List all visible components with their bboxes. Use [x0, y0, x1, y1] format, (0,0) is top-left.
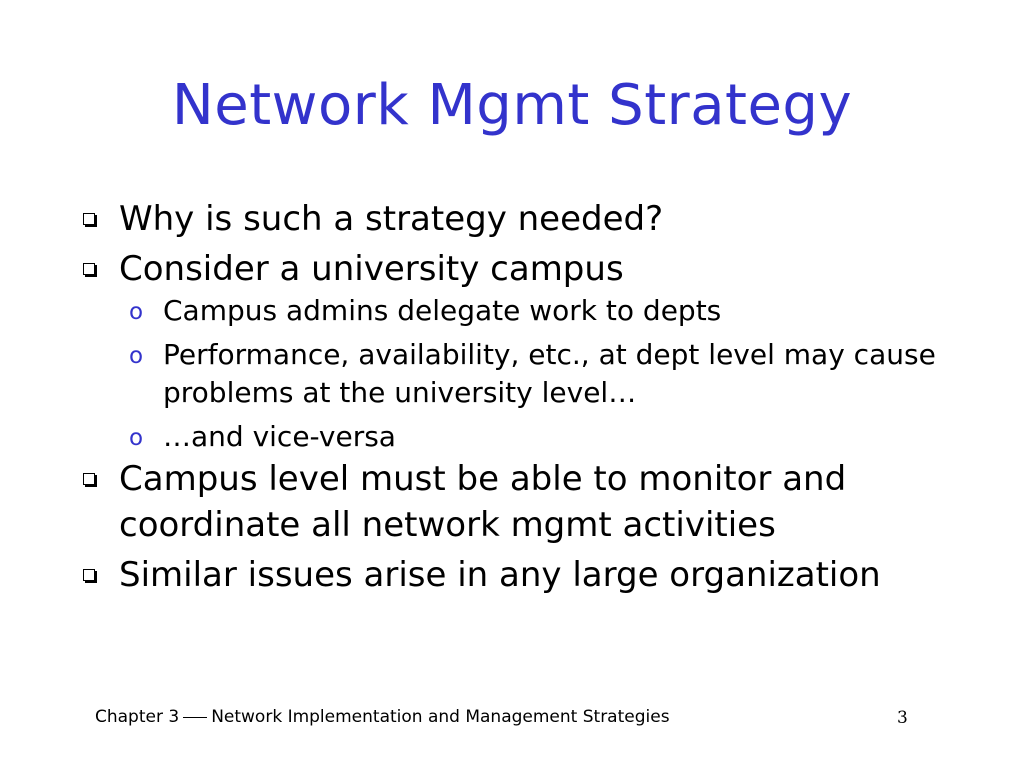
em-dash-divider	[183, 717, 207, 718]
sub-bullet-item	[78, 292, 978, 330]
sub-bullet-marker: o	[129, 343, 144, 369]
sub-bullet-text: Campus admins delegate work to depts	[163, 294, 722, 327]
bullet-item	[78, 246, 978, 292]
square-bullet-icon	[83, 213, 95, 225]
sub-bullet-marker: o	[129, 299, 144, 325]
bullet-text: Why is such a strategy needed?	[119, 199, 664, 239]
page-number: 3	[897, 708, 908, 728]
square-bullet-icon	[83, 263, 95, 275]
bullet-text: Similar issues arise in any large organization	[119, 555, 881, 595]
sub-bullet-item	[78, 418, 978, 456]
square-bullet-icon	[83, 569, 95, 581]
sub-bullet-marker: o	[129, 425, 144, 451]
bullet-text: Consider a university campus	[119, 249, 624, 289]
bullet-item	[78, 456, 978, 548]
footer-subtitle: Network Implementation and Management Strategies	[211, 707, 670, 727]
footer-chapter: Chapter 3	[95, 707, 180, 727]
sub-bullet-text: …and vice-versa	[163, 420, 396, 453]
bullet-item	[78, 196, 978, 242]
slide-title: Network Mgmt Strategy	[171, 73, 853, 138]
slide-footer	[95, 706, 670, 728]
square-bullet-icon	[83, 473, 95, 485]
slide-body	[78, 196, 978, 598]
sub-bullet-item	[78, 336, 978, 412]
sub-bullet-text: Performance, availability, etc., at dept level may cause problems at the university level…	[163, 338, 936, 409]
bullet-text: Campus level must be able to monitor and coordinate all network mgmt activities	[119, 459, 847, 545]
bullet-item	[78, 552, 978, 598]
